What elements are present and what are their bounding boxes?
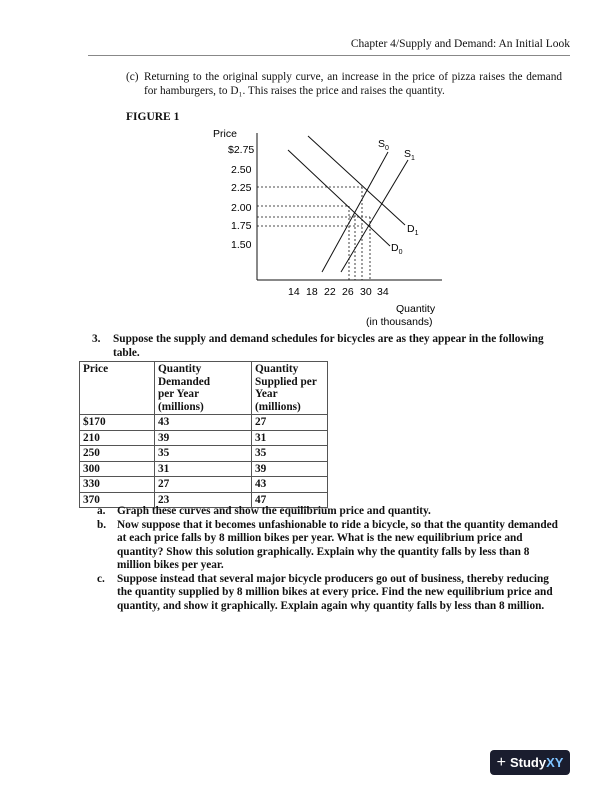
x-tick-label: 26 bbox=[342, 286, 354, 298]
x-tick-label: 22 bbox=[324, 286, 336, 298]
supply-demand-graph bbox=[200, 120, 460, 332]
cell-qd: 31 bbox=[155, 461, 252, 477]
subquestion-c bbox=[97, 573, 563, 614]
header-quantity-demanded: Quantity Demanded per Year (millions) bbox=[155, 362, 252, 415]
y-axis-label: Price bbox=[213, 128, 237, 140]
cell-qd: 27 bbox=[155, 477, 252, 493]
curve-label-d1: $D_1$ bbox=[407, 223, 419, 237]
bicycle-schedule-table bbox=[79, 361, 328, 508]
subquestion-b bbox=[97, 519, 563, 573]
brand-suffix: XY bbox=[546, 755, 564, 770]
plus-icon: + bbox=[496, 753, 506, 771]
table-row bbox=[80, 415, 328, 431]
studyxy-badge[interactable] bbox=[490, 750, 570, 775]
cell-qs: 47 bbox=[252, 492, 328, 508]
curve-label-s0: $S_0$ bbox=[378, 138, 389, 152]
y-tick-label: 1.50 bbox=[231, 239, 252, 251]
subquestion-list bbox=[97, 505, 563, 613]
cell-price: 330 bbox=[80, 477, 155, 493]
page-header: Chapter 4/Supply and Demand: An Initial Look bbox=[350, 38, 570, 50]
table-header-row bbox=[80, 362, 328, 415]
header-price: Price bbox=[80, 362, 155, 415]
cell-qd: 23 bbox=[155, 492, 252, 508]
y-tick-label: 2.50 bbox=[231, 164, 252, 176]
x-axis-label-line2: (in thousands) bbox=[366, 316, 433, 328]
brand-name: Study bbox=[509, 755, 547, 770]
x-axis-label-line1: Quantity bbox=[396, 303, 436, 315]
subquestion-letter: c. bbox=[97, 572, 105, 585]
cell-qd: 39 bbox=[155, 430, 252, 446]
cell-qs: 43 bbox=[252, 477, 328, 493]
table-row bbox=[80, 430, 328, 446]
demand-curve-d1 bbox=[308, 136, 405, 225]
subquestion-letter: b. bbox=[97, 518, 107, 531]
cell-price: 370 bbox=[80, 492, 155, 508]
cell-qd: 43 bbox=[155, 415, 252, 431]
cell-qs: 27 bbox=[252, 415, 328, 431]
y-tick-label: $2.75 bbox=[228, 144, 255, 156]
subquestion-text: Now suppose that it becomes unfashionable to ride a bicycle, so that the quantity demanded at each price falls by 8 million bikes per year. What is the new equilibrium price and quantity? Show this solution graphically. Explain why the quantity falls by less than 8 million bikes per year. bbox=[117, 518, 558, 571]
table-row bbox=[80, 477, 328, 493]
cell-qd: 35 bbox=[155, 446, 252, 462]
table-row bbox=[80, 446, 328, 462]
cell-qs: 31 bbox=[252, 430, 328, 446]
question-3 bbox=[92, 333, 562, 360]
curve-label-d0: $D_0$ bbox=[391, 242, 403, 256]
cell-price: $170 bbox=[80, 415, 155, 431]
y-tick-label: 2.25 bbox=[231, 182, 252, 194]
cell-price: 210 bbox=[80, 430, 155, 446]
subquestion-letter: a. bbox=[97, 505, 106, 517]
y-tick-label: 2.00 bbox=[231, 202, 252, 214]
part-c-paragraph bbox=[126, 71, 562, 98]
subquestion-text: Suppose instead that several major bicycle producers go out of business, thereby reducing the quantity supplied by 8 million bikes at every price. Find the new equilibrium price and quantity, and show it graphically. Explain again why quantity falls by less than 8 million. bbox=[117, 572, 553, 612]
figure-label: FIGURE 1 bbox=[126, 111, 180, 123]
x-tick-label: 30 bbox=[360, 286, 372, 298]
header-quantity-supplied: Quantity Supplied per Year (millions) bbox=[252, 362, 328, 415]
cell-price: 250 bbox=[80, 446, 155, 462]
question-3-number: 3. bbox=[92, 333, 101, 345]
cell-qs: 39 bbox=[252, 461, 328, 477]
header-divider bbox=[88, 55, 570, 56]
y-tick-label: 1.75 bbox=[231, 220, 252, 232]
table-row bbox=[80, 461, 328, 477]
subquestion-text: Graph these curves and show the equilibrium price and quantity. bbox=[117, 505, 431, 517]
curve-label-s1: $S_1$ bbox=[404, 148, 415, 162]
x-tick-label: 34 bbox=[377, 286, 389, 298]
subquestion-a bbox=[97, 505, 563, 519]
x-tick-label: 14 bbox=[288, 286, 300, 298]
cell-qs: 35 bbox=[252, 446, 328, 462]
supply-curve-s0 bbox=[322, 152, 388, 272]
part-c-label: (c) bbox=[126, 71, 139, 83]
x-tick-label: 18 bbox=[306, 286, 318, 298]
part-c-text: Returning to the original supply curve, an increase in the price of pizza raises the demand for hamburgers, to D₁. This raises the price and raises the quantity. bbox=[144, 71, 562, 97]
question-3-text: Suppose the supply and demand schedules for bicycles are as they appear in the following table. bbox=[113, 333, 544, 359]
cell-price: 300 bbox=[80, 461, 155, 477]
